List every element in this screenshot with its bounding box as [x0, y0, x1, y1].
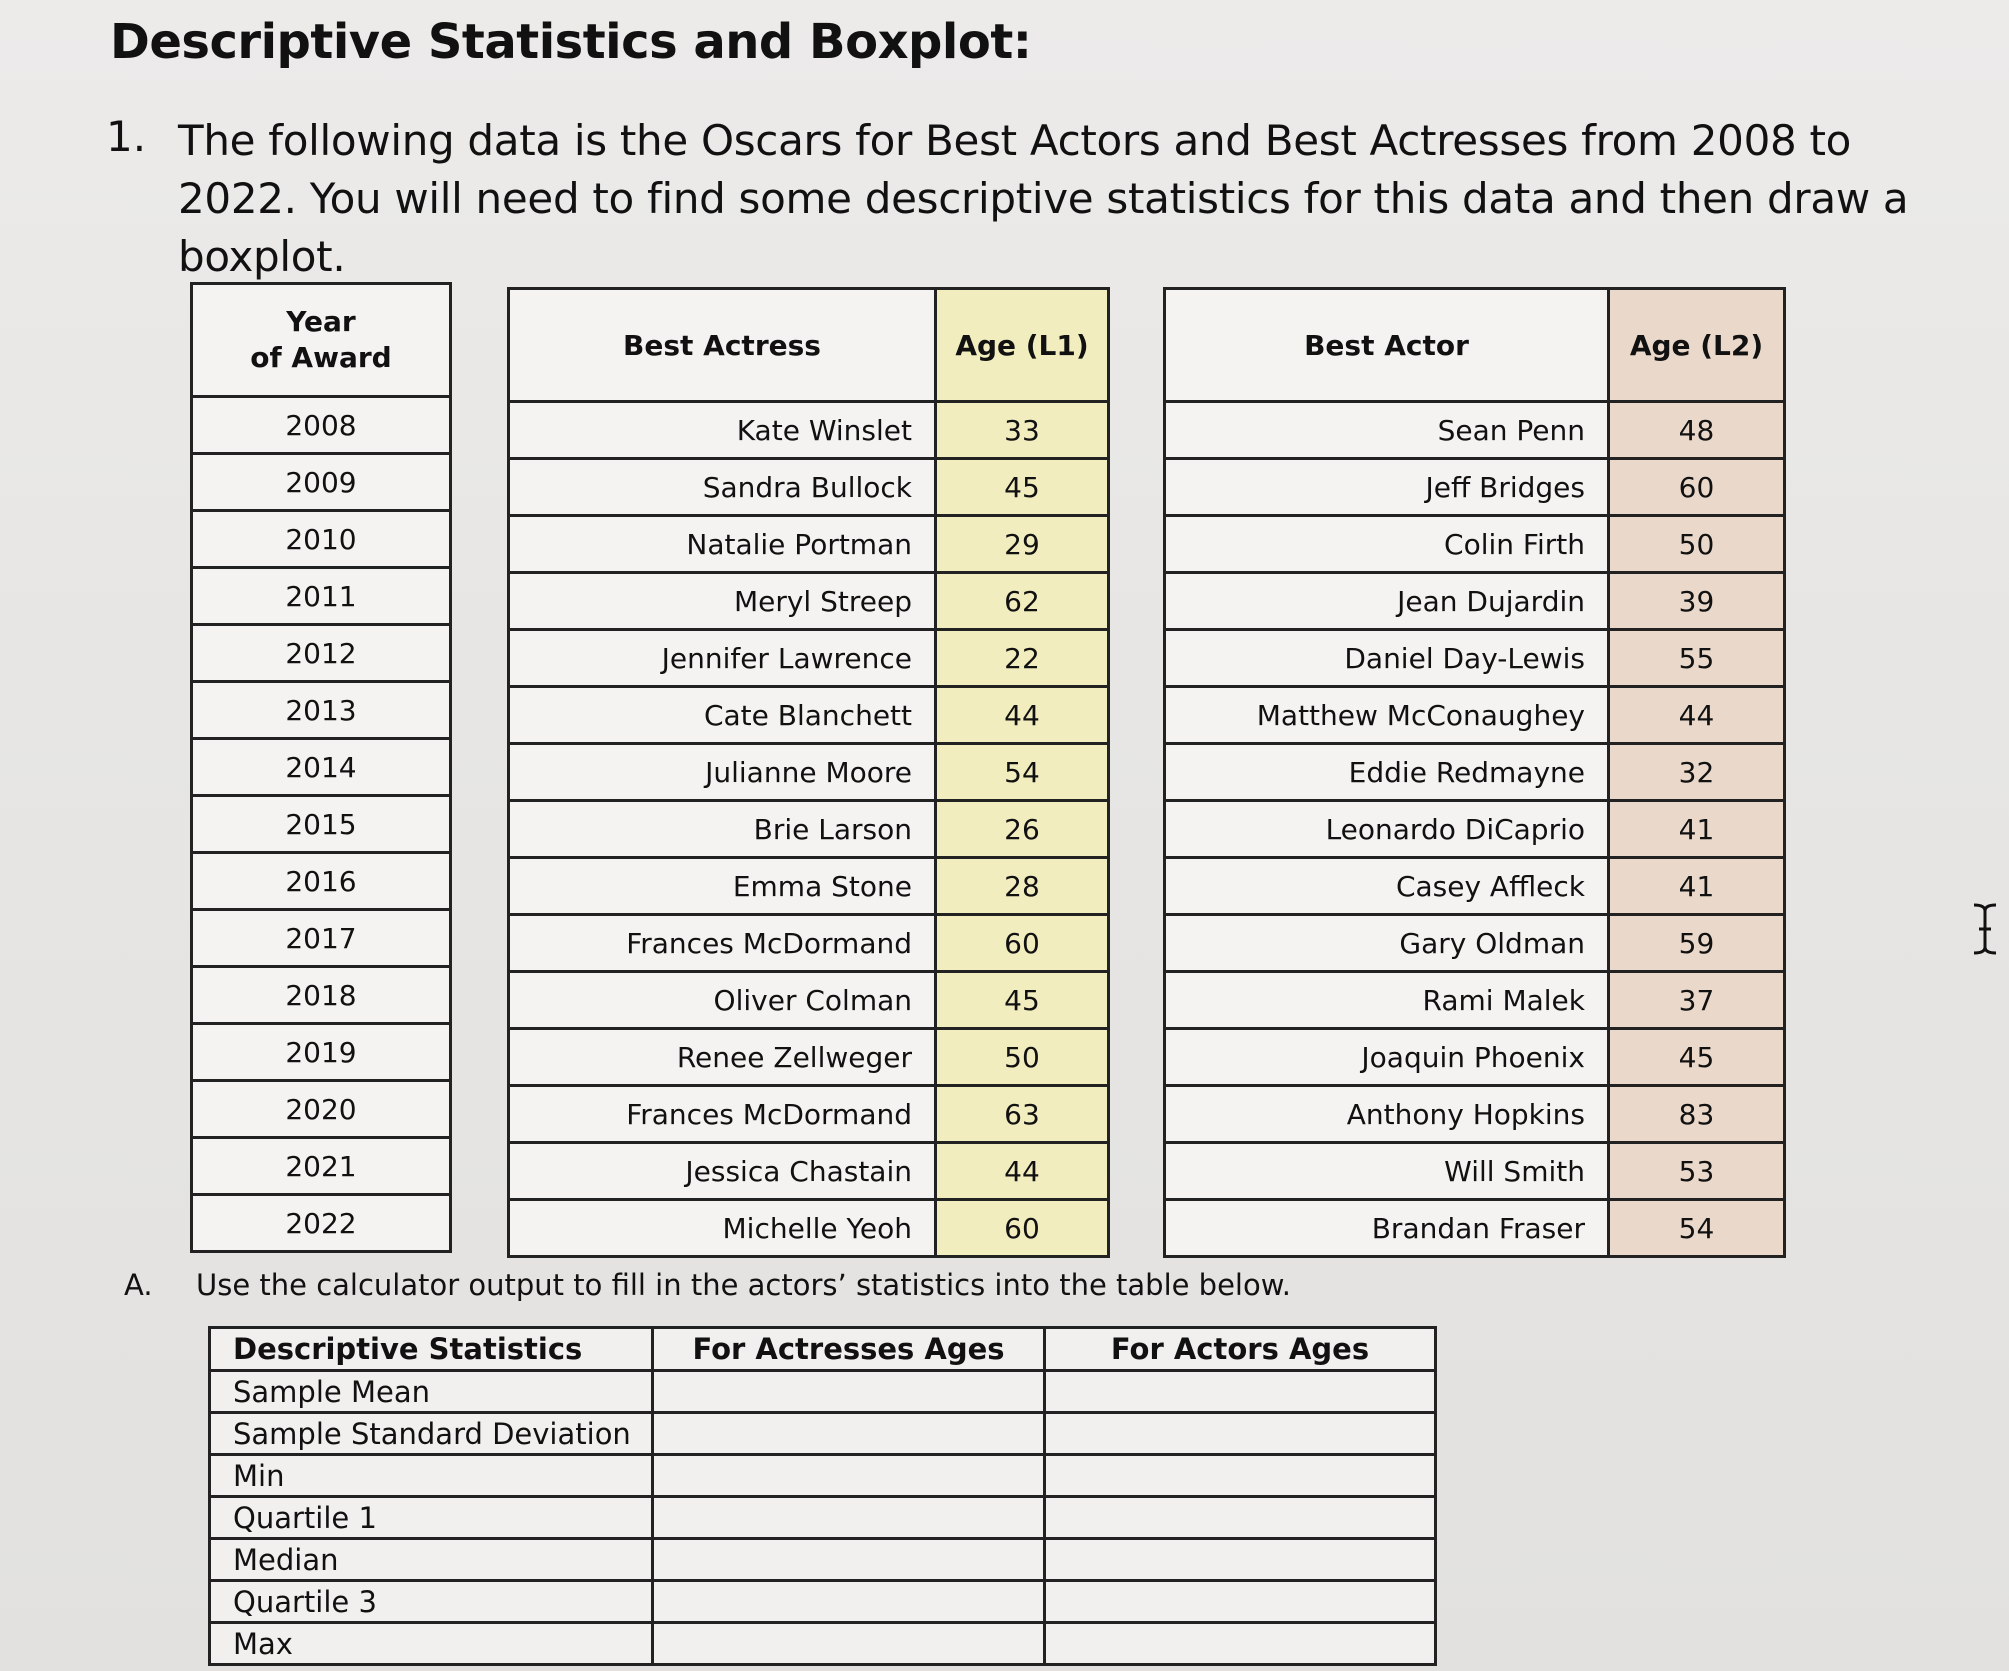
actor-age: 44: [1609, 687, 1785, 744]
actor-name: Anthony Hopkins: [1165, 1086, 1609, 1143]
table-row: [1165, 687, 1785, 744]
table-row: [1165, 516, 1785, 573]
table-row: [210, 1413, 1436, 1455]
stats-header-actresses: For Actresses Ages: [653, 1328, 1045, 1371]
table-row: [1165, 858, 1785, 915]
table-row: [210, 1539, 1436, 1581]
year-cell: 2022: [192, 1195, 451, 1252]
actress-age: 22: [936, 630, 1109, 687]
year-cell: 2012: [192, 625, 451, 682]
table-row: [192, 1081, 451, 1138]
question-text: The following data is the Oscars for Best Actors and Best Actresses from 2008 to 2022. You will need to find some descriptive statistics for this data and then draw a boxplot.: [178, 116, 1909, 281]
year-cell: 2008: [192, 397, 451, 454]
actor-name: Jean Dujardin: [1165, 573, 1609, 630]
table-row: [1165, 972, 1785, 1029]
actor-age: 41: [1609, 801, 1785, 858]
question-number: 1.: [106, 112, 147, 161]
table-row: [192, 454, 451, 511]
actress-age: 26: [936, 801, 1109, 858]
descriptive-statistics-table: [208, 1326, 1437, 1666]
table-row: [509, 915, 1109, 972]
actors-stat-cell[interactable]: [1045, 1413, 1436, 1455]
actor-name: Eddie Redmayne: [1165, 744, 1609, 801]
actresses-stat-cell[interactable]: [653, 1413, 1045, 1455]
table-row: [192, 568, 451, 625]
actor-name: Joaquin Phoenix: [1165, 1029, 1609, 1086]
actress-age: 63: [936, 1086, 1109, 1143]
table-row: [509, 972, 1109, 1029]
actress-age: 45: [936, 972, 1109, 1029]
actress-age: 60: [936, 915, 1109, 972]
table-row: [509, 1143, 1109, 1200]
actress-name: Cate Blanchett: [509, 687, 936, 744]
actress-name: Jessica Chastain: [509, 1143, 936, 1200]
table-row: [509, 801, 1109, 858]
table-row: [192, 625, 451, 682]
actress-name: Sandra Bullock: [509, 459, 936, 516]
actress-name: Kate Winslet: [509, 402, 936, 459]
actor-age: 50: [1609, 516, 1785, 573]
stat-label: Sample Standard Deviation: [210, 1413, 653, 1455]
table-row: [1165, 573, 1785, 630]
part-a-letter: A.: [124, 1268, 153, 1302]
table-row: [210, 1371, 1436, 1413]
table-row: [192, 1024, 451, 1081]
table-row: [192, 682, 451, 739]
years-header-line2: of Award: [250, 341, 392, 374]
table-row: [192, 1138, 451, 1195]
actor-name: Brandan Fraser: [1165, 1200, 1609, 1257]
table-row: [192, 796, 451, 853]
year-cell: 2015: [192, 796, 451, 853]
table-row: [509, 687, 1109, 744]
actresses-stat-cell[interactable]: [653, 1623, 1045, 1665]
page-title: Descriptive Statistics and Boxplot:: [110, 14, 1032, 70]
actress-age: 45: [936, 459, 1109, 516]
year-cell: 2014: [192, 739, 451, 796]
table-row: [192, 739, 451, 796]
actress-age: 28: [936, 858, 1109, 915]
actress-name: Frances McDormand: [509, 1086, 936, 1143]
actors-stat-cell[interactable]: [1045, 1455, 1436, 1497]
actors-stat-cell[interactable]: [1045, 1539, 1436, 1581]
actors-stat-cell[interactable]: [1045, 1623, 1436, 1665]
table-row: [509, 630, 1109, 687]
actor-age: 60: [1609, 459, 1785, 516]
year-cell: 2020: [192, 1081, 451, 1138]
years-table: [190, 282, 452, 1253]
actor-name: Matthew McConaughey: [1165, 687, 1609, 744]
table-row: [509, 1029, 1109, 1086]
actor-name: Rami Malek: [1165, 972, 1609, 1029]
actor-name: Daniel Day-Lewis: [1165, 630, 1609, 687]
actress-age: 44: [936, 1143, 1109, 1200]
table-row: [1165, 801, 1785, 858]
actress-age: 62: [936, 573, 1109, 630]
stat-label: Max: [210, 1623, 653, 1665]
actor-age: 41: [1609, 858, 1785, 915]
year-cell: 2010: [192, 511, 451, 568]
table-row: [1165, 1086, 1785, 1143]
actor-name: Colin Firth: [1165, 516, 1609, 573]
table-row: [192, 910, 451, 967]
actress-name: Jennifer Lawrence: [509, 630, 936, 687]
actresses-stat-cell[interactable]: [653, 1371, 1045, 1413]
actor-age: 32: [1609, 744, 1785, 801]
actor-name: Will Smith: [1165, 1143, 1609, 1200]
actor-age: 45: [1609, 1029, 1785, 1086]
actor-age-header: Age (L2): [1609, 289, 1785, 402]
actor-name: Sean Penn: [1165, 402, 1609, 459]
stat-label: Quartile 3: [210, 1581, 653, 1623]
table-row: [210, 1581, 1436, 1623]
actor-age: 48: [1609, 402, 1785, 459]
actors-stat-cell[interactable]: [1045, 1581, 1436, 1623]
actress-age: 33: [936, 402, 1109, 459]
stats-header-label: Descriptive Statistics: [210, 1328, 653, 1371]
year-cell: 2018: [192, 967, 451, 1024]
years-header: [192, 284, 451, 397]
table-row: [509, 402, 1109, 459]
table-row: [1165, 915, 1785, 972]
part-a-instructions: Use the calculator output to fill in the actors’ statistics into the table below.: [196, 1268, 1292, 1302]
actress-age: 60: [936, 1200, 1109, 1257]
table-row: [1165, 1143, 1785, 1200]
actress-name: Julianne Moore: [509, 744, 936, 801]
actor-name-header: Best Actor: [1165, 289, 1609, 402]
actor-name: Casey Affleck: [1165, 858, 1609, 915]
actress-name: Frances McDormand: [509, 915, 936, 972]
actress-name: Brie Larson: [509, 801, 936, 858]
actresses-stat-cell[interactable]: [653, 1497, 1045, 1539]
table-row: [1165, 459, 1785, 516]
table-row: [192, 397, 451, 454]
actress-age: 50: [936, 1029, 1109, 1086]
actress-name: Natalie Portman: [509, 516, 936, 573]
actor-age: 55: [1609, 630, 1785, 687]
table-row: [509, 1086, 1109, 1143]
actress-name: Oliver Colman: [509, 972, 936, 1029]
actress-name: Emma Stone: [509, 858, 936, 915]
actor-age: 83: [1609, 1086, 1785, 1143]
table-row: [1165, 1200, 1785, 1257]
actresses-stat-cell[interactable]: [653, 1581, 1045, 1623]
stat-label: Sample Mean: [210, 1371, 653, 1413]
year-cell: 2009: [192, 454, 451, 511]
table-row: [210, 1497, 1436, 1539]
table-row: [509, 858, 1109, 915]
actor-age: 53: [1609, 1143, 1785, 1200]
actor-age: 54: [1609, 1200, 1785, 1257]
stat-label: Min: [210, 1455, 653, 1497]
actress-name: Renee Zellweger: [509, 1029, 936, 1086]
actress-name-header: Best Actress: [509, 289, 936, 402]
actress-name: Michelle Yeoh: [509, 1200, 936, 1257]
table-row: [509, 459, 1109, 516]
year-cell: 2021: [192, 1138, 451, 1195]
actress-age-header: Age (L1): [936, 289, 1109, 402]
table-row: [192, 967, 451, 1024]
table-row: [509, 573, 1109, 630]
table-row: [509, 744, 1109, 801]
table-row: [509, 516, 1109, 573]
stats-header-actors: For Actors Ages: [1045, 1328, 1436, 1371]
actor-name: Gary Oldman: [1165, 915, 1609, 972]
years-header-line1: Year: [286, 305, 356, 338]
year-cell: 2013: [192, 682, 451, 739]
stat-label: Quartile 1: [210, 1497, 653, 1539]
table-row: [1165, 630, 1785, 687]
actors-stat-cell[interactable]: [1045, 1497, 1436, 1539]
year-cell: 2017: [192, 910, 451, 967]
actor-age: 59: [1609, 915, 1785, 972]
actress-age: 54: [936, 744, 1109, 801]
actor-name: Jeff Bridges: [1165, 459, 1609, 516]
text-cursor-icon: [1970, 902, 2000, 956]
table-row: [210, 1455, 1436, 1497]
table-row: [1165, 1029, 1785, 1086]
stat-label: Median: [210, 1539, 653, 1581]
year-cell: 2011: [192, 568, 451, 625]
actor-age: 39: [1609, 573, 1785, 630]
table-row: [1165, 402, 1785, 459]
actor-table: [1163, 287, 1786, 1258]
actor-age: 37: [1609, 972, 1785, 1029]
actresses-stat-cell[interactable]: [653, 1455, 1045, 1497]
actress-age: 44: [936, 687, 1109, 744]
table-row: [210, 1623, 1436, 1665]
actress-table: [507, 287, 1110, 1258]
actor-name: Leonardo DiCaprio: [1165, 801, 1609, 858]
table-row: [192, 1195, 451, 1252]
table-row: [192, 853, 451, 910]
actress-age: 29: [936, 516, 1109, 573]
table-row: [1165, 744, 1785, 801]
year-cell: 2019: [192, 1024, 451, 1081]
actresses-stat-cell[interactable]: [653, 1539, 1045, 1581]
actors-stat-cell[interactable]: [1045, 1371, 1436, 1413]
table-row: [509, 1200, 1109, 1257]
actress-name: Meryl Streep: [509, 573, 936, 630]
year-cell: 2016: [192, 853, 451, 910]
table-row: [192, 511, 451, 568]
